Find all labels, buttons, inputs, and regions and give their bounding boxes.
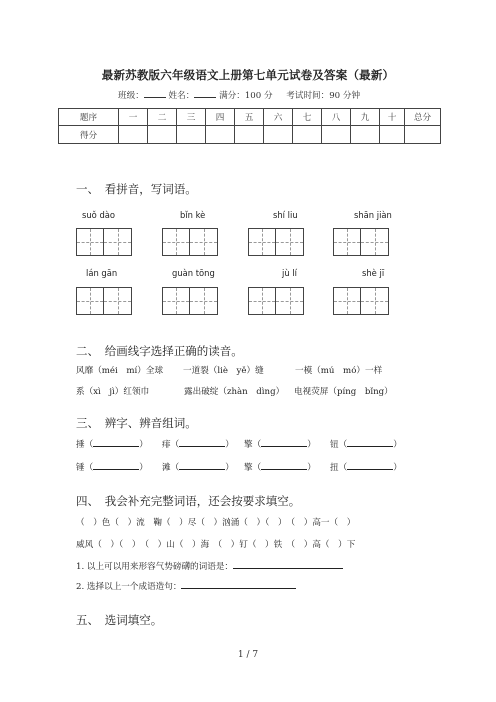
score-cell[interactable] <box>405 126 441 144</box>
question-text: 2. 选择以上一个成语造句： <box>76 582 182 592</box>
time-label: 考试时间：90 分钟 <box>286 91 361 101</box>
score-cell[interactable] <box>293 126 322 144</box>
answer-blank[interactable] <box>261 461 307 470</box>
answer-blank[interactable] <box>347 438 393 447</box>
pinyin: shān jiàn <box>354 210 392 220</box>
score-cell[interactable] <box>380 126 405 144</box>
reading-option[interactable]: 系（xì jì）红领巾 <box>76 387 150 397</box>
header-cell: 六 <box>264 109 293 126</box>
close-paren: ） <box>225 463 234 473</box>
char-label: 扭（ <box>330 463 348 473</box>
idiom-line[interactable]: （ ）色（ ）流 鞠（ ）尽（ ）汹涌（ ）（ ） （ ）高一（ ） <box>76 518 356 528</box>
page-title: 最新苏教版六年级语文上册第七单元试卷及答案（最新） <box>101 68 395 82</box>
question-text: 1. 以上可以用来形容气势磅礴的词语是： <box>76 562 234 572</box>
score-cell[interactable] <box>206 126 235 144</box>
pinyin: bǐn kè <box>180 210 206 220</box>
pinyin: jù lí <box>282 268 297 278</box>
score-cell[interactable] <box>322 126 351 144</box>
close-paren: ） <box>307 463 316 473</box>
reading-option[interactable]: 露出破绽（zhàn dìng） <box>184 387 285 397</box>
name-blank[interactable] <box>194 89 216 98</box>
header-cell: 四 <box>206 109 235 126</box>
header-cell: 十 <box>380 109 405 126</box>
reading-option[interactable]: 电视荧屏（píng bǐng） <box>294 387 393 397</box>
header-cell: 题序 <box>59 109 119 126</box>
char-label: 钮（ <box>330 440 348 450</box>
char-label: 痱（ <box>162 440 180 450</box>
score-cell[interactable] <box>177 126 206 144</box>
word-group-item <box>162 461 234 473</box>
close-paren: ） <box>307 440 316 450</box>
class-label: 班级： <box>118 91 144 101</box>
idiom-line[interactable]: 威风（ ）（ ） （ ）山（ ）海 （ ）钉（ ）铁 （ ）高（ ）下 <box>76 540 356 550</box>
score-label: 满分：100 分 <box>219 91 273 101</box>
pinyin: shí liu <box>273 210 298 220</box>
header-cell: 七 <box>293 109 322 126</box>
header-cell: 五 <box>235 109 264 126</box>
answer-blank[interactable] <box>347 461 393 470</box>
word-group-item <box>330 438 402 450</box>
writing-grid[interactable] <box>76 228 132 256</box>
answer-blank[interactable] <box>93 438 139 447</box>
header-cell: 八 <box>322 109 351 126</box>
close-paren: ） <box>225 440 234 450</box>
score-table-row <box>59 126 441 144</box>
exam-info <box>118 89 360 101</box>
question-2 <box>76 580 296 592</box>
writing-grid[interactable] <box>248 287 304 315</box>
section-2-title: 二、 给画线字选择正确的读音。 <box>76 344 243 358</box>
header-cell: 一 <box>119 109 148 126</box>
pinyin: lán gān <box>86 268 118 278</box>
word-group-item <box>76 438 148 450</box>
page-number: 1 / 7 <box>237 650 259 660</box>
score-cell[interactable] <box>119 126 148 144</box>
close-paren: ） <box>139 463 148 473</box>
reading-option[interactable]: 一模（mú mó）一样 <box>295 366 383 376</box>
section-5-title: 五、 选词填空。 <box>76 613 163 627</box>
pinyin: shè jī <box>362 268 385 278</box>
section-4-title: 四、 我会补充完整词语，还会按要求填空。 <box>76 494 301 508</box>
section-1-title: 一、 看拼音，写词语。 <box>76 182 197 196</box>
word-group-item <box>244 438 316 450</box>
writing-grid[interactable] <box>333 228 389 256</box>
answer-blank[interactable] <box>179 438 225 447</box>
word-group-item <box>76 461 148 473</box>
score-table <box>58 108 441 144</box>
question-1 <box>76 560 343 572</box>
answer-blank[interactable] <box>261 438 307 447</box>
writing-grid[interactable] <box>76 287 132 315</box>
score-cell[interactable] <box>351 126 380 144</box>
close-paren: ） <box>139 440 148 450</box>
char-label: 擎（ <box>244 463 262 473</box>
word-group-item <box>244 461 316 473</box>
writing-grid[interactable] <box>333 287 389 315</box>
char-label: 捶（ <box>76 440 94 450</box>
reading-option[interactable]: 风靡（méi mí）全球 <box>76 366 164 376</box>
close-paren: ） <box>393 463 402 473</box>
header-cell: 三 <box>177 109 206 126</box>
word-group-item <box>162 438 234 450</box>
score-table-header <box>59 109 441 126</box>
writing-grid[interactable] <box>162 228 218 256</box>
score-cell[interactable] <box>264 126 293 144</box>
header-cell: 九 <box>351 109 380 126</box>
section-3-title: 三、 辨字、辨音组词。 <box>76 416 197 430</box>
char-label: 锤（ <box>76 463 94 473</box>
word-group-item <box>330 461 402 473</box>
writing-grid[interactable] <box>248 228 304 256</box>
pinyin: suǒ dào <box>82 210 116 220</box>
row-label: 得分 <box>59 126 119 144</box>
answer-blank[interactable] <box>179 461 225 470</box>
close-paren: ） <box>393 440 402 450</box>
score-cell[interactable] <box>235 126 264 144</box>
answer-blank[interactable] <box>233 560 343 569</box>
char-label: 擎（ <box>244 440 262 450</box>
answer-blank[interactable] <box>93 461 139 470</box>
name-label: 姓名： <box>168 91 195 101</box>
header-cell: 二 <box>148 109 177 126</box>
score-cell[interactable] <box>148 126 177 144</box>
char-label: 滩（ <box>162 463 180 473</box>
header-cell: 总分 <box>405 109 441 126</box>
pinyin: guàn tōng <box>172 268 215 278</box>
reading-option[interactable]: 一道裂（liè yě）缝 <box>183 366 264 376</box>
class-blank[interactable] <box>144 89 166 98</box>
answer-blank[interactable] <box>181 580 296 589</box>
writing-grid[interactable] <box>162 287 218 315</box>
